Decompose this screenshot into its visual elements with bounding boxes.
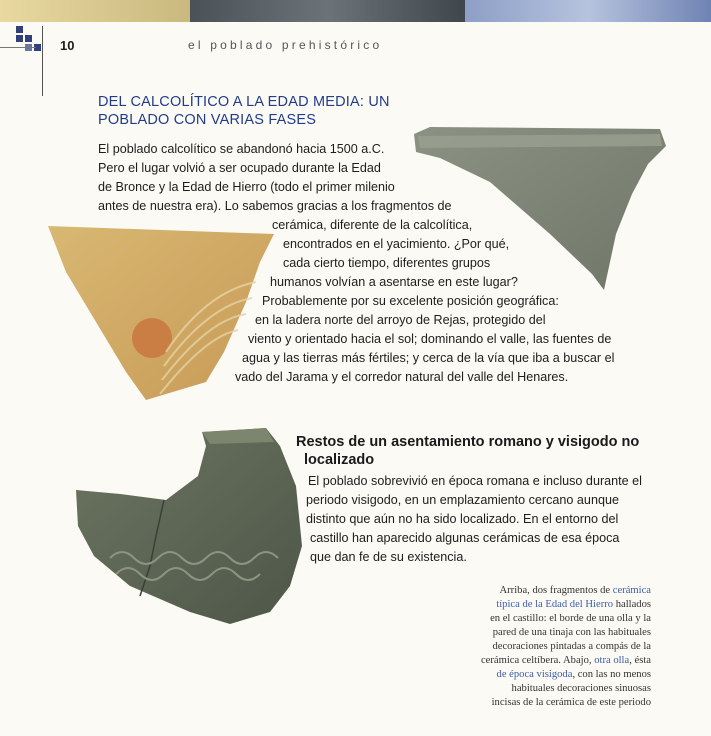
caption-text: cerámica celtíbera. Abajo, xyxy=(480,655,595,666)
body-line: viento y orientado hacia el sol; dominando el valle, las fuentes de xyxy=(248,332,612,346)
body-line: antes de nuestra era). Lo sabemos gracias a los fragmentos de xyxy=(98,199,452,213)
caption-text: Arriba, dos fragmentos de xyxy=(499,585,613,596)
body-line: distinto que aún no ha sido localizado. En el entorno del xyxy=(306,512,619,526)
body-line: humanos volvían a asentarse en este lugar? xyxy=(270,275,518,289)
body-line: encontrados en el yacimiento. ¿Por qué, xyxy=(283,237,510,251)
body-line: en la ladera norte del arroyo de Rejas, protegido del xyxy=(255,313,546,327)
caption-line xyxy=(500,584,652,599)
caption-text: , ésta xyxy=(629,655,651,666)
body-line: El poblado sobrevivió en época romana e incluso durante el xyxy=(308,474,642,488)
body-line: castillo han aparecido algunas cerámicas de esa época xyxy=(310,531,620,545)
body-line: Pero el lugar volvió a ser ocupado durante la Edad xyxy=(98,161,381,175)
caption-text: , con las no menos xyxy=(572,669,651,680)
visigothic-pot-sherd-image xyxy=(70,426,306,626)
body-line: cerámica, diferente de la calcolítica, xyxy=(272,218,473,232)
header-horizontal-rule xyxy=(0,47,36,48)
running-title: el poblado prehistórico xyxy=(188,38,383,52)
heading-line: POBLADO CON VARIAS FASES xyxy=(98,112,317,128)
caption-line xyxy=(497,668,651,683)
caption-line xyxy=(481,654,651,669)
section-heading-calcolitico xyxy=(98,93,418,129)
caption-highlight: de época visigoda xyxy=(496,669,573,680)
caption-highlight: típica de la Edad del Hierro xyxy=(496,599,614,610)
body-line: Probablemente por su excelente posición geográfica: xyxy=(262,294,559,308)
caption-highlight: cerámica xyxy=(612,585,651,596)
page-number: 10 xyxy=(60,38,75,53)
header-vertical-rule xyxy=(42,26,43,96)
caption-line: decoraciones pintadas a compás de la xyxy=(492,641,651,652)
heading-line: DEL CALCOLÍTICO A LA EDAD MEDIA: UN xyxy=(98,94,390,110)
body-line: cada cierto tiempo, diferentes grupos xyxy=(283,256,491,270)
section-heading-romano: Restos de un asentamiento romano y visigodo no xyxy=(296,434,640,450)
caption-line: incisas de la cerámica de este periodo xyxy=(491,697,651,708)
body-line: periodo visigodo, en un emplazamiento cercano aunque xyxy=(306,493,619,507)
caption-highlight: otra olla xyxy=(594,655,630,666)
caption-line xyxy=(496,598,651,613)
caption-line: pared de una tinaja con las habituales xyxy=(492,627,651,638)
caption-line: habituales decoraciones sinuosas xyxy=(511,683,651,694)
body-line: que dan fe de su existencia. xyxy=(310,550,467,564)
section-heading-romano-cont: localizado xyxy=(304,452,375,468)
body-line: vado del Jarama y el corredor natural del valle del Henares. xyxy=(235,370,569,384)
top-photo-band xyxy=(0,0,711,22)
body-line: de Bronce y la Edad de Hierro (todo el primer milenio xyxy=(98,180,395,194)
chapter-logo-icon xyxy=(16,26,42,60)
caption-text: hallados xyxy=(613,599,651,610)
caption-line: en el castillo: el borde de una olla y la xyxy=(490,613,651,624)
body-line: El poblado calcolítico se abandonó hacia 1500 a.C. xyxy=(98,142,385,156)
body-line: agua y las tierras más fértiles; y cerca de la vía que iba a buscar el xyxy=(242,351,615,365)
